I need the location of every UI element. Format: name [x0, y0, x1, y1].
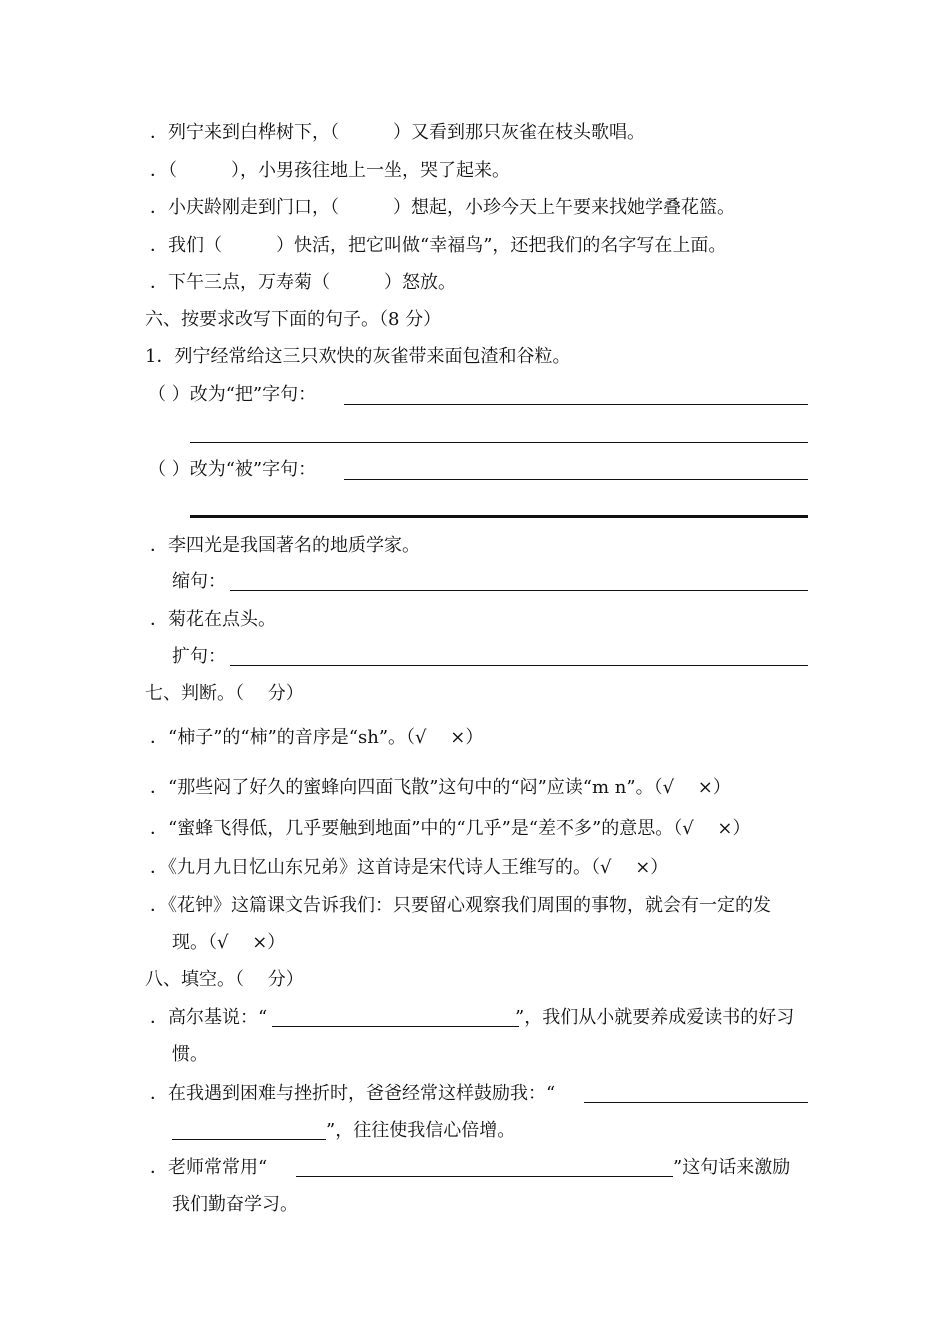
judge-item-1: ．“柿子”的“柿”的音序是“sh”。（√ ×）: [150, 727, 484, 748]
judge-item-5-cont: 现。（√ ×）: [172, 932, 286, 953]
fill-item-4: ．我们（ ）快活，把它叫做“幸福鸟”，还把我们的名字写在上面。: [150, 235, 727, 256]
fill-q2-blank-b[interactable]: [172, 1139, 326, 1140]
ba-answer-line-2[interactable]: [190, 442, 808, 443]
fill-q1-blank[interactable]: [272, 1026, 519, 1027]
fill-q1-start: ．高尔基说：“: [150, 1007, 268, 1028]
rewrite-q3: ．菊花在点头。: [150, 609, 276, 630]
fill-q1-end: ”，我们从小就要养成爱读书的好习: [515, 1007, 795, 1028]
rewrite-q2: ．李四光是我国著名的地质学家。: [150, 535, 420, 556]
fill-q3-end: ”这句话来激励: [673, 1157, 791, 1178]
fill-item-5: ．下午三点，万寿菊（ ）怒放。: [150, 272, 456, 293]
fill-item-3: ．小庆龄刚走到门口，（ ）想起，小珍今天上午要来找她学叠花篮。: [150, 197, 735, 218]
ba-sentence-label: （ ）改为“把”字句：: [148, 384, 317, 405]
fill-item-2: ．（ ），小男孩往地上一坐，哭了起来。: [150, 160, 510, 181]
bei-answer-line-2[interactable]: [190, 515, 808, 518]
fill-q2-start: ．在我遇到困难与挫折时，爸爸经常这样鼓励我：“: [150, 1083, 556, 1104]
fill-q3-blank[interactable]: [296, 1176, 673, 1177]
section-6-heading: 六、按要求改写下面的句子。（8 分）: [145, 309, 442, 330]
expand-answer-line[interactable]: [230, 665, 808, 666]
bei-sentence-label: （ ）改为“被”字句：: [148, 459, 317, 480]
fill-q3-cont: 我们勤奋学习。: [172, 1194, 298, 1215]
fill-q3-start: ．老师常常用“: [150, 1157, 268, 1178]
fill-q1-cont: 惯。: [172, 1044, 208, 1065]
expand-label: 扩句：: [172, 646, 226, 667]
section-8-heading: 八、填空。（ 分）: [145, 969, 304, 990]
fill-q2-blank-a[interactable]: [584, 1102, 808, 1103]
shorten-label: 缩句：: [172, 571, 226, 592]
judge-item-5: ．《花钟》这篇课文告诉我们：只要留心观察我们周围的事物，就会有一定的发: [150, 895, 771, 916]
judge-item-4: ．《九月九日忆山东兄弟》这首诗是宋代诗人王维写的。（√ ×）: [150, 857, 669, 878]
judge-item-2: ．“那些闷了好久的蜜蜂向四面飞散”这句中的“闷”应读“m n”。（√ ×）: [150, 777, 731, 798]
fill-q2-end: ”，往往使我信心倍增。: [326, 1120, 516, 1141]
ba-answer-line[interactable]: [344, 404, 808, 405]
rewrite-q1: 1．列宁经常给这三只欢快的灰雀带来面包渣和谷粒。: [145, 346, 571, 367]
fill-item-1: ．列宁来到白桦树下，（ ）又看到那只灰雀在枝头歌唱。: [150, 122, 645, 143]
section-7-heading: 七、判断。（ 分）: [145, 683, 304, 704]
judge-item-3: ．“蜜蜂飞得低，几乎要触到地面”中的“几乎”是“差不多”的意思。（√ ×）: [150, 818, 751, 839]
bei-answer-line[interactable]: [344, 479, 808, 480]
shorten-answer-line[interactable]: [230, 590, 808, 591]
